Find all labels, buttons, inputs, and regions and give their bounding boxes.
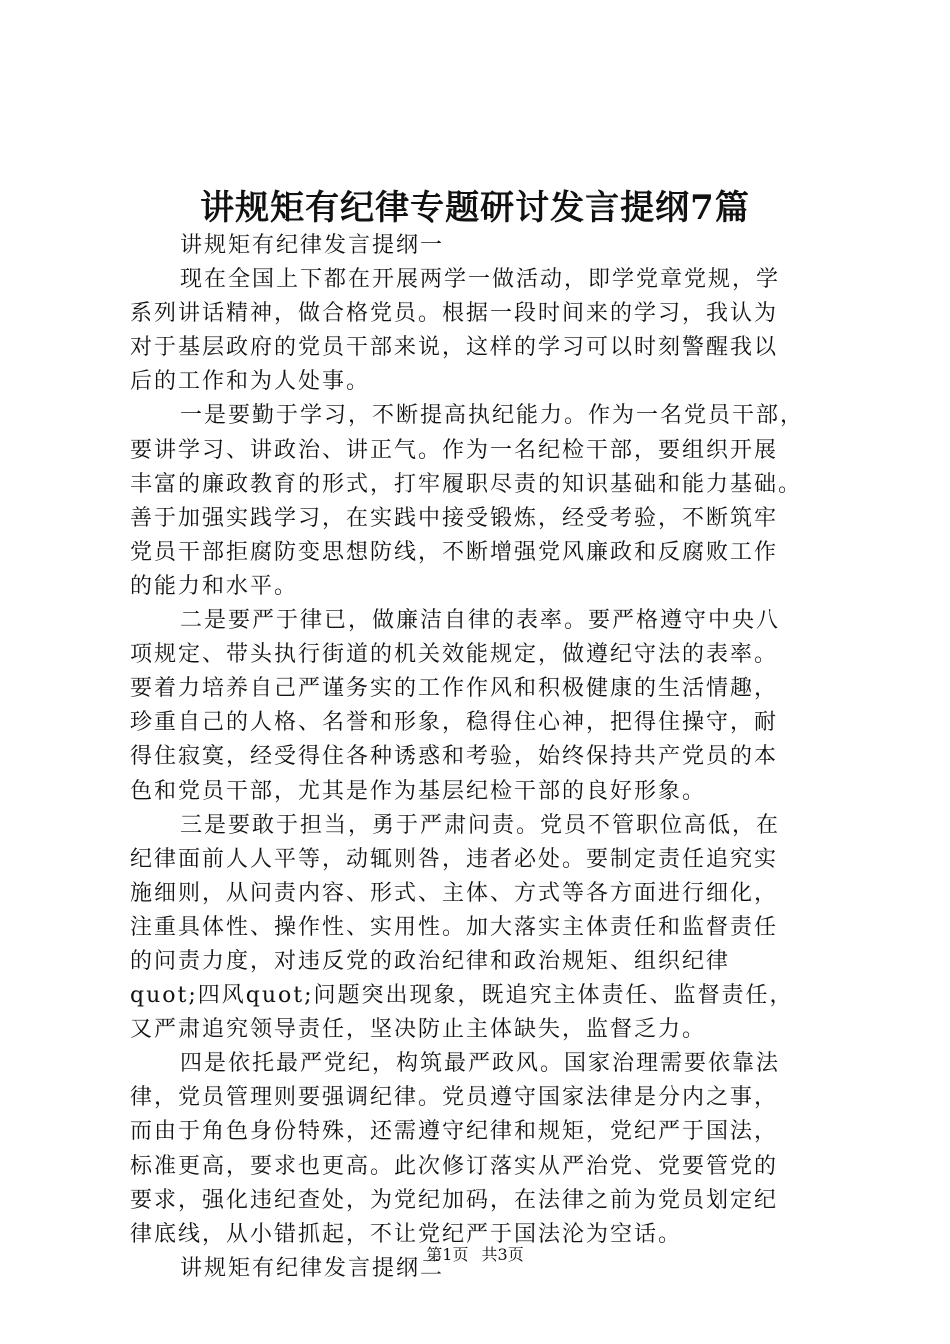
paragraph-line: 党员干部拒腐防变思想防线，不断增强党风廉政和反腐败工作 [130,539,779,565]
paragraph-line: 标准更高，要求也更高。此次修订落实从严治党、党要管党的 [130,1153,779,1179]
paragraph-line: 要讲学习、讲政治、讲正气。作为一名纪检干部，要组织开展 [130,437,779,463]
paragraph-line: 又严肃追究领导责任，坚决防止主体缺失，监督乏力。 [130,1017,707,1043]
page-total: 共3页 [481,1245,524,1264]
section-heading: 讲规矩有纪律发言提纲二 [180,1255,445,1281]
paragraph-line: 项规定、带头执行街道的机关效能规定，做遵纪守法的表率。 [130,642,779,668]
paragraph-line: 而由于角色身份特殊，还需遵守纪律和规矩，党纪严于国法， [130,1119,779,1145]
section-heading: 讲规矩有纪律发言提纲一 [180,233,445,258]
paragraph-line: 要着力培养自己严谨务实的工作作风和积极健康的生活情趣， [130,676,779,702]
paragraph-line: 四是依托最严党纪，构筑最严政风。国家治理需要依靠法 [180,1051,781,1077]
paragraph-line: 对于基层政府的党员干部来说，这样的学习可以时刻警醒我以 [130,335,779,361]
paragraph-line: 注重具体性、操作性、实用性。加大落实主体责任和监督责任 [130,914,779,940]
paragraph-line: 的问责力度，对违反党的政治纪律和政治规矩、组织纪律 [130,948,731,974]
page-number: 第1页 [426,1245,469,1264]
document-title: 讲规矩有纪律专题研讨发言提纲7篇 [200,188,750,228]
document-body [130,229,830,1286]
paragraph-line: 珍重自己的人格、名誉和形象，稳得住心神，把得住操守，耐 [130,710,779,736]
paragraph-line: 色和党员干部，尤其是作为基层纪检干部的良好形象。 [130,778,707,804]
paragraph-line: 一是要勤于学习，不断提高执纪能力。作为一名党员干部， [180,403,805,429]
paragraph-line: 得住寂寞，经受得住各种诱惑和考验，始终保持共产党员的本 [130,744,779,770]
paragraph-line: 施细则，从问责内容、形式、主体、方式等各方面进行细化， [130,880,779,906]
paragraph-line: 系列讲话精神，做合格党员。根据一段时间来的学习，我认为 [130,301,779,327]
paragraph-line: 律底线，从小错抓起，不让党纪严于国法沦为空话。 [130,1221,683,1247]
paragraph-line: 律，党员管理则要强调纪律。党员遵守国家法律是分内之事， [130,1085,779,1111]
paragraph-line: 二是要严于律已，做廉洁自律的表率。要严格遵守中央八 [180,608,781,634]
page-footer [0,1244,950,1266]
paragraph-line: 的能力和水平。 [130,573,299,599]
paragraph-line: 善于加强实践学习，在实践中接受锻炼，经受考验，不断筑牢 [130,505,779,531]
paragraph-line: 要求，强化违纪查处，为党纪加码，在法律之前为党员划定纪 [130,1187,779,1213]
paragraph-line: 丰富的廉政教育的形式，打牢履职尽责的知识基础和能力基础。 [130,471,803,497]
paragraph-line: 后的工作和为人处事。 [130,369,371,395]
paragraph-line: 纪律面前人人平等，动辄则咎，违者必处。要制定责任追究实 [130,846,779,872]
paragraph-line: 现在全国上下都在开展两学一做活动，即学党章党规，学 [180,267,781,293]
paragraph-line: 三是要敢于担当，勇于严肃问责。党员不管职位高低，在 [180,812,781,838]
paragraph-line: quot;四风quot;问题突出现象，既追究主体责任、监督责任， [130,983,794,1009]
